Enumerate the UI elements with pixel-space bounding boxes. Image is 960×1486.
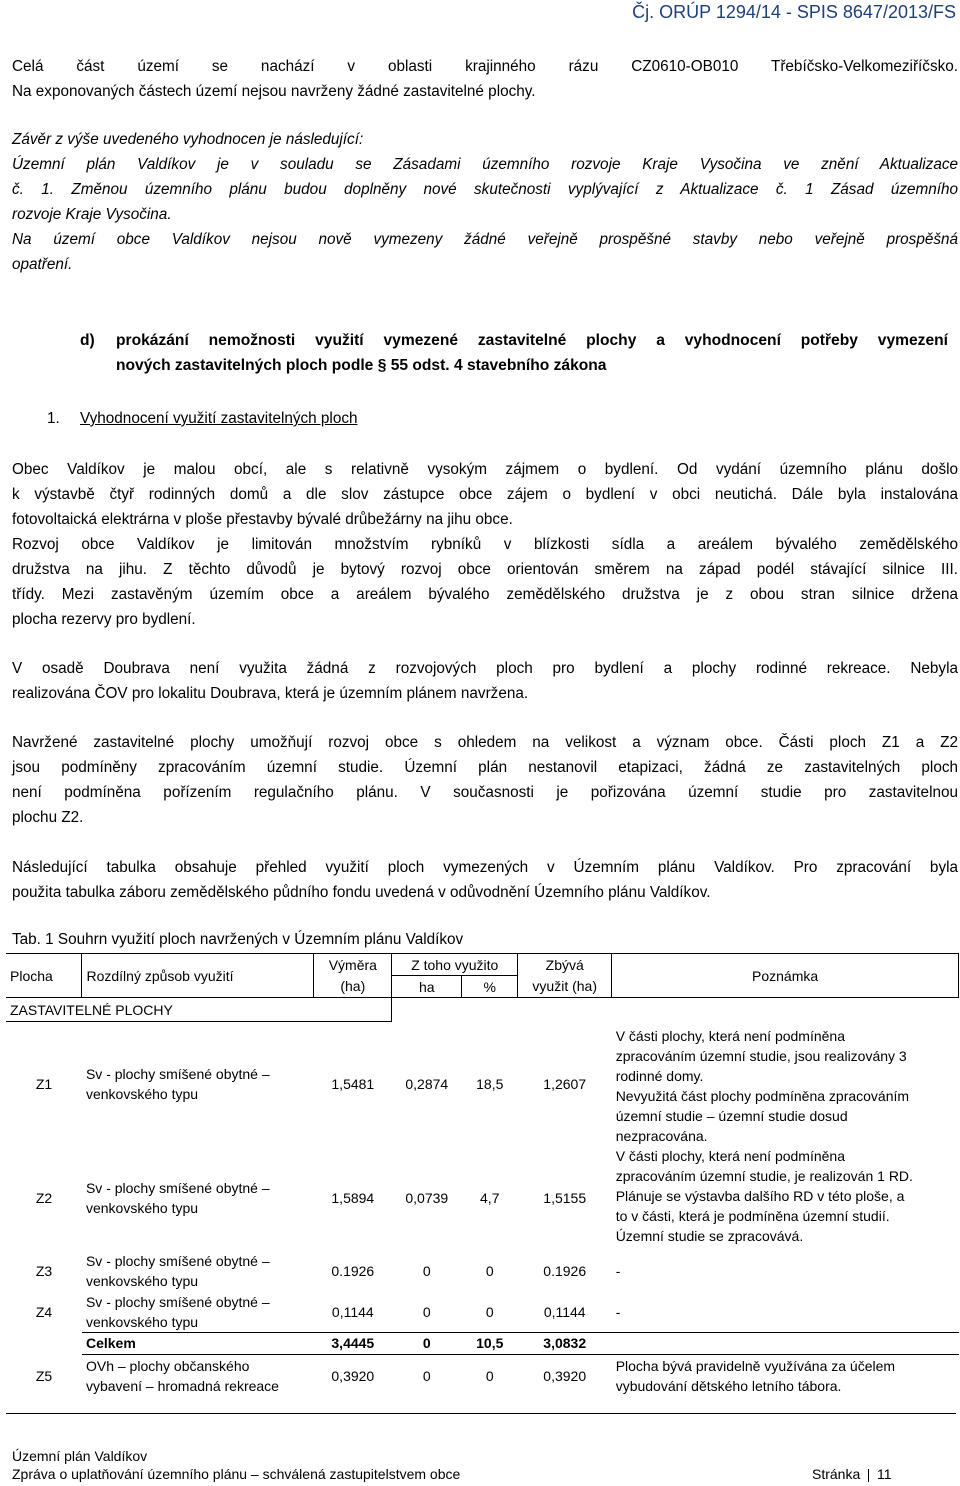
header-vymera-unit: (ha) (314, 976, 392, 998)
header-ha: ha (392, 976, 462, 998)
note-line: to v části, která je podmíněna územní studií. (615, 1207, 890, 1224)
footer-subtitle: Zpráva o uplatňování územního plánu – schválená zastupitelstvem obce (12, 1466, 461, 1482)
cell-vymera: 0,1144 (331, 1303, 374, 1320)
cell-zpusob-line-1: Sv - plochy smíšené obytné – (85, 1293, 270, 1310)
cell-ha: 0 (422, 1262, 431, 1279)
section-label: ZASTAVITELNÉ PLOCHY (6, 998, 392, 1022)
body-b-line-1: V osadě Doubrava není využita žádná z rozvojových ploch pro bydlení a plochy rodinné rekreace. Nebyla (12, 660, 958, 677)
table-row (6, 1292, 959, 1333)
body-a-line-2: k výstavbě čtyř rodinných domů a dle slov zástupce obce zájem o bydlení v obci neutichá. Dále byla instalována (12, 486, 958, 503)
header-vymera: Výměra (314, 954, 392, 976)
body-d-line-2: použita tabulka záboru zemědělského půdního fondu uvedená v odůvodnění Územního plánu Valdíkov. (12, 884, 711, 901)
cell-zbyva: 1,2607 (543, 1075, 587, 1092)
cell-pct: 4,7 (480, 1189, 500, 1206)
cell-zpusob-line-2: venkovského typu (85, 1085, 199, 1102)
cell-zbyva: 0,1144 (543, 1303, 586, 1320)
total-label: Celkem (82, 1332, 314, 1354)
cell-ha: 0 (422, 1303, 431, 1320)
body-a-line-5: družstva na jihu. Z těchto důvodů je bytový rozvoj obce orientován směrem na západ podél stávající silnice III. (12, 561, 958, 578)
body-a-line-1: Obec Valdíkov je malou obcí, ale s relativně vysokým zájmem o bydlení. Od vydání územního plánu došlo (12, 461, 958, 478)
note-line: Nevyužitá část plochy podmíněna zpracováním (615, 1087, 910, 1104)
body-a-line-4: Rozvoj obce Valdíkov je limitován množstvím rybníků v blízkosti sídla a areálem bývalého zemědělského (12, 536, 958, 553)
total-ha: 0 (392, 1332, 462, 1354)
note-line: územní studie – územní studie dosud (615, 1107, 848, 1124)
note-line: V části plochy, která není podmíněna (615, 1147, 846, 1164)
cell-vymera: 1,5894 (331, 1189, 375, 1206)
subsection-number: 1. (47, 410, 60, 427)
cell-zpusob-line-2: venkovského typu (85, 1313, 199, 1330)
cell-plocha: Z5 (35, 1368, 53, 1384)
cell-plocha: Z4 (35, 1303, 53, 1320)
conclusion-line-6: opatření. (12, 256, 73, 273)
cell-pct: 0 (485, 1303, 494, 1320)
conclusion-line-4: rozvoje Kraje Vysočina. (12, 206, 172, 223)
cell-poznamka: - (615, 1303, 621, 1320)
body-a-line-6: třídy. Mezi zastavěným územím obce a areálem bývalého zemědělského družstva je z obou stran silnice držena (12, 586, 958, 603)
cell-zpusob (82, 1146, 314, 1250)
note-line: zpracováním územní studie, jsou realizovány 3 (615, 1047, 907, 1064)
cell-poznamka (612, 1354, 959, 1398)
header-zpusob: Rozdílný způsob využití (82, 954, 314, 998)
cell-plocha: Z1 (35, 1075, 53, 1092)
footer-page-separator (868, 1469, 869, 1482)
cell-vymera: 0.1926 (331, 1262, 375, 1279)
header-plocha: Plocha (6, 954, 82, 998)
cell-zbyva: 0.1926 (543, 1262, 587, 1279)
section-d-label: d) (80, 332, 95, 349)
cell-poznamka (612, 1146, 959, 1250)
note-line: V části plochy, která není podmíněna (615, 1027, 846, 1044)
cell-zpusob (82, 1022, 314, 1146)
cell-ha: 0,0739 (405, 1189, 449, 1206)
cell-plocha: Z2 (35, 1189, 53, 1206)
cell-zbyva: 0,3920 (543, 1368, 587, 1385)
note-line: rodinné domy. (615, 1067, 704, 1084)
body-c-line-1: Navržené zastavitelné plochy umožňují rozvoj obce s ohledem na velikost a význam obce. Části ploch Z1 a Z2 (12, 734, 958, 751)
cell-zbyva: 1,5155 (543, 1189, 587, 1206)
header-zbyva: Zbývá (518, 954, 612, 976)
subsection-title: Vyhodnocení využití zastavitelných ploch (80, 410, 358, 427)
cell-zpusob-line-1: OVh – plochy občanského (85, 1358, 250, 1375)
header-pct: % (462, 976, 518, 998)
header-poznamka: Poznámka (612, 954, 959, 998)
body-a-line-7: plocha rezervy pro bydlení. (12, 611, 196, 628)
note-line: Plocha bývá pravidelně využívána za účelem (615, 1358, 896, 1375)
footer-page (812, 1466, 892, 1482)
cell-zpusob (82, 1354, 314, 1398)
table-row (6, 1250, 959, 1292)
cell-vymera: 1,5481 (331, 1075, 375, 1092)
cell-pct: 0 (485, 1262, 494, 1279)
header-z-toho: Z toho využito (392, 954, 518, 976)
footer-divider (6, 1413, 956, 1414)
table-row (6, 1022, 959, 1146)
conclusion-line-3: č. 1. Změnou územního plánu budou doplněny nové skutečnosti vyplývající z Aktualizace č. 1 Zásad územního (12, 181, 958, 198)
section-row (6, 998, 959, 1022)
table-row (6, 1354, 959, 1398)
total-vymera: 3,4445 (314, 1332, 392, 1354)
body-d-line-1: Následující tabulka obsahuje přehled využití ploch vymezených v Územním plánu Valdíkov. Pro zpracování byla (12, 859, 958, 876)
footer-page-number: 11 (877, 1466, 892, 1482)
note-line: vybudování dětského letního tábora. (615, 1378, 842, 1395)
note-line: nezpracována. (615, 1127, 708, 1144)
body-b-line-2: realizována ČOV pro lokalitu Doubrava, která je územním plánem navržena. (12, 685, 529, 702)
note-line: zpracováním územní studie, je realizován 1 RD. (615, 1167, 913, 1184)
cell-zpusob-line-1: Sv - plochy smíšené obytné – (85, 1065, 270, 1082)
cell-zpusob-line-1: Sv - plochy smíšené obytné – (85, 1179, 270, 1196)
cell-zpusob-line-2: venkovského typu (85, 1272, 199, 1289)
intro-line-1: Celá část území se nachází v oblasti krajinného rázu CZ0610-OB010 Třebíčsko-Velkomeziříčsko. (12, 58, 958, 75)
section-d-title-line-1: prokázání nemožnosti využití vymezené zastavitelné plochy a vyhodnocení potřeby vymezení (116, 332, 948, 349)
cell-zpusob (82, 1250, 314, 1292)
summary-table (6, 953, 959, 1398)
intro-line-2: Na exponovaných částech území nejsou navrženy žádné zastavitelné plochy. (12, 83, 536, 100)
body-a-line-3: fotovoltaická elektrárna v ploše přestavby bývalé drůbežárny na jihu obce. (12, 511, 513, 528)
note-line: Územní studie se zpracovává. (615, 1227, 804, 1244)
conclusion-line-2: Územní plán Valdíkov je v souladu se Zásadami územního rozvoje Kraje Vysočina ve znění Aktualizace (12, 156, 958, 173)
total-pct: 10,5 (462, 1332, 518, 1354)
total-zbyva: 3,0832 (518, 1332, 612, 1354)
cell-plocha: Z3 (35, 1262, 53, 1279)
conclusion-line-5: Na území obce Valdíkov nejsou nově vymezeny žádné veřejně prospěšné stavby nebo veřejně prospěšná (12, 231, 958, 248)
cell-poznamka (612, 1022, 959, 1146)
cell-pct: 0 (485, 1368, 494, 1385)
cell-poznamka: - (615, 1262, 621, 1279)
body-c-line-4: plochu Z2. (12, 809, 84, 826)
header-zbyva-unit: využit (ha) (518, 976, 612, 998)
document-reference: Čj. ORÚP 1294/14 - SPIS 8647/2013/FS (632, 2, 956, 22)
body-c-line-2: jsou podmíněny zpracováním územní studie. Územní plán nestanovil etapizaci, žádná ze zastavitelných ploch (12, 759, 958, 776)
body-c-line-3: není podmíněna pořízením regulačního plánu. V současnosti je pořizována územní studie pro zastavitelnou (12, 784, 958, 801)
table-row (6, 1146, 959, 1250)
cell-zpusob-line-2: vybavení – hromadná rekreace (85, 1378, 279, 1395)
table-header-row (6, 954, 959, 976)
footer-title: Územní plán Valdíkov (12, 1448, 148, 1464)
table-total-row (6, 1332, 959, 1354)
cell-vymera: 0,3920 (331, 1368, 375, 1385)
footer-page-label: Stránka (812, 1466, 861, 1482)
table-caption: Tab. 1 Souhrn využití ploch navržených v Územním plánu Valdíkov (12, 931, 464, 948)
section-d-title-line-2: nových zastavitelných ploch podle § 55 odst. 4 stavebního zákona (116, 357, 607, 374)
cell-ha: 0,2874 (405, 1075, 449, 1092)
note-line: Plánuje se výstavba dalšího RD v této ploše, a (615, 1187, 905, 1204)
cell-ha: 0 (422, 1368, 431, 1385)
cell-zpusob-line-1: Sv - plochy smíšené obytné – (85, 1252, 270, 1269)
cell-zpusob (82, 1292, 314, 1333)
cell-pct: 18,5 (476, 1075, 504, 1092)
cell-zpusob-line-2: venkovského typu (85, 1199, 199, 1216)
conclusion-line-1: Závěr z výše uvedeného vyhodnocen je následující: (12, 131, 364, 148)
